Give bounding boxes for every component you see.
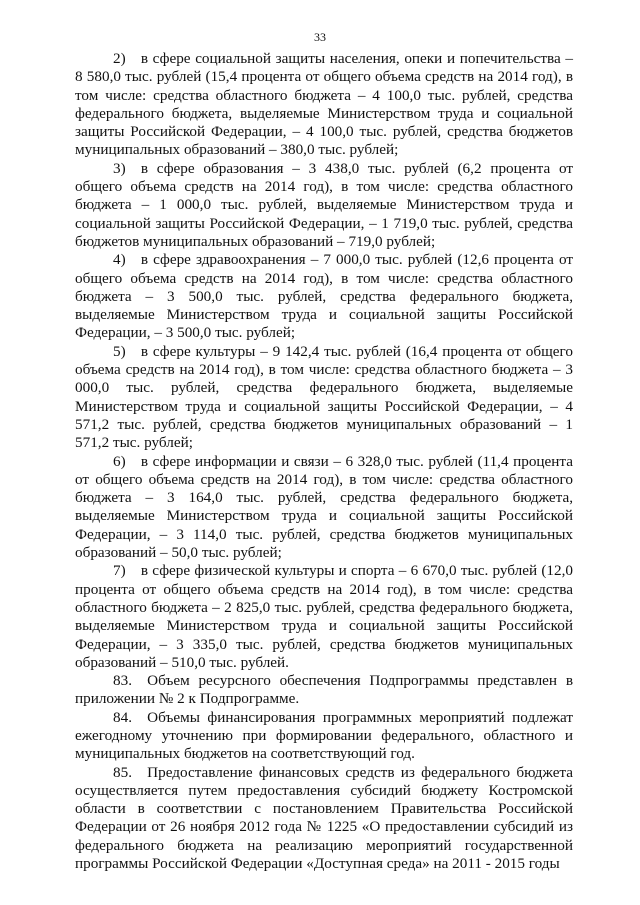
paragraph-item-3: 3) в сфере образования – 3 438,0 тыс. рублей (6,2 процента от общего объема средств на 2014 год), в том числе: средства областного бюджета – 1 000,0 тыс. рублей, выделяемые Министерством труда и социальной защиты Российской Федерации, – 1 719,0 тыс. рублей, средства бюджетов муниципальных образований – 719,0 рублей; — [75, 159, 573, 250]
paragraph-item-5: 5) в сфере культуры – 9 142,4 тыс. рублей (16,4 процента от общего объема средств на 2014 год), в том числе: средства областного бюджета – 3 000,0 тыс. рублей, средства федерального бюджета, выделяемые Министерством труда и социальной защиты Российской Федерации, – 4 571,2 тыс. рублей, средства бюджетов муниципальных образований – 1 571,2 тыс. рублей; — [75, 342, 573, 452]
paragraph-item-2: 2) в сфере социальной защиты населения, опеки и попечительства – 8 580,0 тыс. рублей (15,4 процента от общего объема средств на 2014 год), в том числе: средства областного бюджета – 4 100,0 тыс. рублей, средства федерального бюджета, выделяемые Министерством труда и социальной защиты Российской Федерации, – 4 100,0 тыс. рублей, средства бюджетов муниципальных образований – 380,0 тыс. рублей; — [75, 50, 573, 159]
paragraph-85: 85. Предоставление финансовых средств из федерального бюджета осуществляется путем предоставления субсидий бюджету Костромской области в соответствии с постановлением Правительства Российской Федерации от 26 ноября 2012 года № 1225 «О предоставлении субсидий из федерального бюджета на реализацию мероприятий государственной программы Российской Федерации «Доступная среда» на 2011 - 2015 годы — [75, 763, 573, 873]
paragraph-item-7: 7) в сфере физической культуры и спорта – 6 670,0 тыс. рублей (12,0 процента от общего объема средств на 2014 год), в том числе: средства областного бюджета – 2 825,0 тыс. рублей, средства федерального бюджета, выделяемые Министерством труда и социальной защиты Российской Федерации, – 3 335,0 тыс. рублей, средства бюджетов муниципальных образований – 510,0 тыс. рублей. — [75, 562, 573, 671]
document-body — [75, 50, 573, 873]
paragraph-83: 83. Объем ресурсного обеспечения Подпрограммы представлен в приложении № 2 к Подпрограмме. — [75, 672, 573, 708]
paragraph-84: 84. Объемы финансирования программных мероприятий подлежат ежегодному уточнению при формировании федерального, областного и муниципальных бюджетов на соответствующий год. — [75, 708, 573, 763]
page-number: 33 — [314, 30, 326, 44]
paragraph-item-6: 6) в сфере информации и связи – 6 328,0 тыс. рублей (11,4 процента от общего объема средств на 2014 год), в том числе: средства областного бюджета – 3 164,0 тыс. рублей, средства федерального бюджета, выделяемые Министерством труда и социальной защиты Российской Федерации, – 3 114,0 тыс. рублей, средства бюджетов муниципальных образований – 50,0 тыс. рублей; — [75, 452, 573, 562]
paragraph-item-4: 4) в сфере здравоохранения – 7 000,0 тыс. рублей (12,6 процента от общего объема средств на 2014 год), в том числе: средства областного бюджета – 3 500,0 тыс. рублей, средства федерального бюджета, выделяемые Министерством труда и социальной защиты Российской Федерации, – 3 500,0 тыс. рублей; — [75, 251, 573, 342]
